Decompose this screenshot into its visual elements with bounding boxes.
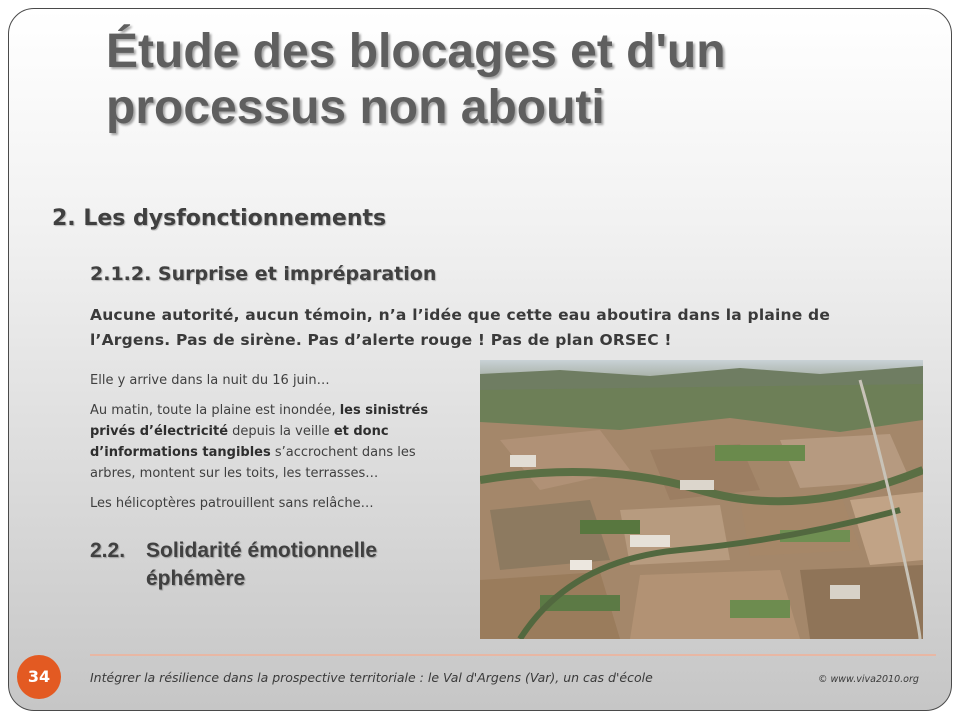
flood-photo-illustration (480, 360, 923, 639)
subsection-heading: 2.1.2. Surprise et impréparation (90, 263, 437, 285)
footer-copyright: © www.viva2010.org (818, 674, 919, 685)
paragraph-emphasis: et donc d’informations tangibles (90, 424, 389, 460)
subsection-title-line1: Solidarité émotionnelle (146, 539, 378, 562)
paragraph-night-arrival: Elle y arrive dans la nuit du 16 juin… (90, 373, 330, 388)
section-heading: 2. Les dysfonctionnements (52, 206, 387, 231)
paragraph-emphasis: les sinistrés privés d’électricité (90, 403, 429, 439)
paragraph-morning-flood (90, 400, 465, 484)
flood-aerial-photo (480, 360, 923, 639)
subsection-heading-solidarity (90, 537, 377, 593)
lead-paragraph: Aucune autorité, aucun témoin, n’a l’idée que cette eau aboutira dans la plaine de l’Argens. Pas de sirène. Pas d’alerte rouge ! Pas de plan ORSEC ! (90, 306, 831, 349)
paragraph-text: s’accrochent dans les arbres, montent sur les toits, les terrasses… (90, 445, 416, 481)
footer-rule (90, 654, 936, 656)
slide-title: Étude des blocages et d'un processus non abouti (106, 25, 726, 134)
paragraph-helicopters: Les hélicoptères patrouillent sans relâche… (90, 496, 374, 511)
paragraph-text: Au matin, toute la plaine est inondée, (90, 403, 340, 418)
subsection-number: 2.2. (90, 539, 126, 562)
paragraph-text: depuis la veille (228, 424, 334, 439)
footer-text: Intégrer la résilience dans la prospective territoriale : le Val d'Argens (Var), un cas d'école (90, 670, 653, 685)
page-number-badge: 34 (17, 655, 61, 699)
subsection-title-line2: éphémère (146, 567, 246, 590)
